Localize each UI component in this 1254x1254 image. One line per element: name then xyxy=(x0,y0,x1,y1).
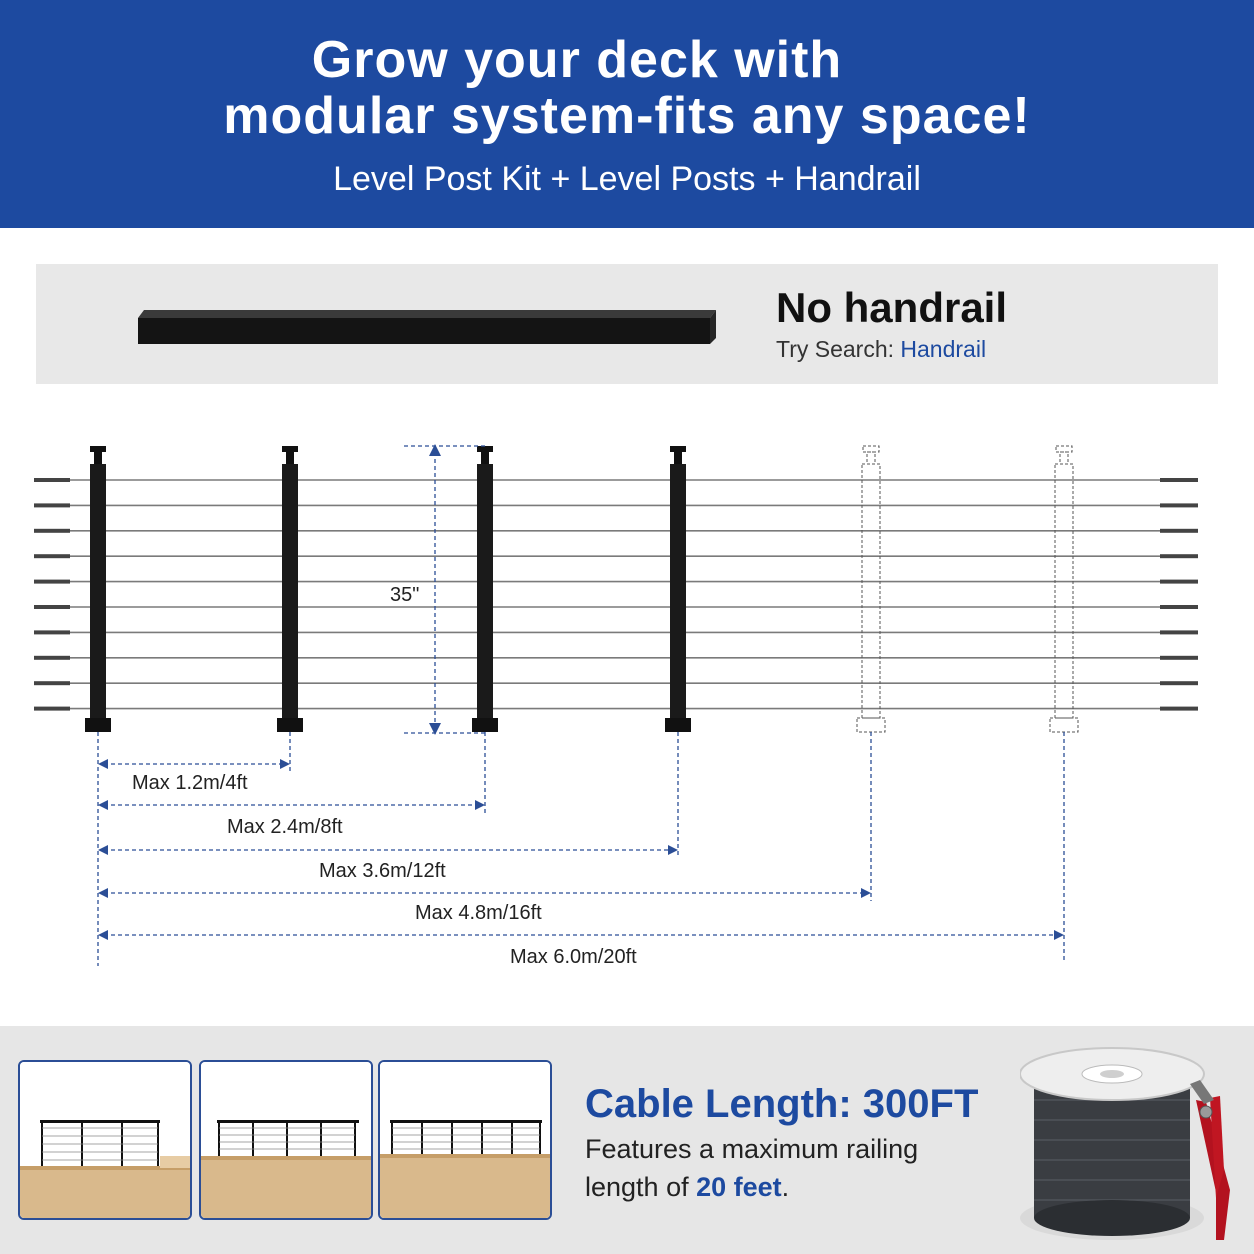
cable-tensioner-icon xyxy=(1160,580,1198,584)
headline-line-1: Grow your deck with xyxy=(311,31,843,89)
span-label-1: Max 1.2m/4ft xyxy=(132,772,248,794)
arrow-right-icon xyxy=(861,888,871,898)
deck-railing-thumbnail-icon xyxy=(201,1062,373,1220)
cable-post-icon xyxy=(665,446,691,732)
arrow-right-icon xyxy=(668,845,678,855)
headline-line-2: modular system-fits any space! xyxy=(223,87,1031,145)
railing-diagram xyxy=(0,430,1254,990)
arrow-left-icon xyxy=(98,845,108,855)
cable-length-title: Cable Length: 300FT xyxy=(585,1082,979,1126)
cable-tensioner-icon xyxy=(1160,681,1198,685)
handrail-bar-icon xyxy=(138,306,718,346)
deck-railing-thumbnail-icon xyxy=(20,1062,192,1220)
deck-thumbnail-3 xyxy=(378,1060,552,1220)
cable-tensioner-icon xyxy=(1160,478,1198,482)
header-banner xyxy=(0,0,1254,228)
arrow-left-icon xyxy=(98,759,108,769)
try-search-text xyxy=(776,336,986,363)
railing-diagram-svg xyxy=(0,430,1254,990)
cable-tensioner-icon xyxy=(1160,707,1198,711)
no-handrail-heading: No handrail xyxy=(776,284,1008,331)
cable-tensioner-icon xyxy=(34,554,70,558)
cable-spool-icon xyxy=(1020,1040,1240,1246)
cable-tensioner-icon xyxy=(1160,529,1198,533)
cable-post-icon xyxy=(85,446,111,732)
cable-tensioner-icon xyxy=(1160,656,1198,660)
arrow-left-icon xyxy=(98,800,108,810)
max-length-highlight: 20 feet xyxy=(696,1172,782,1202)
cable-post-icon xyxy=(277,446,303,732)
optional-post-outline-icon xyxy=(1050,446,1078,732)
handrail-panel xyxy=(36,264,1218,384)
cable-tensioner-icon xyxy=(1160,630,1198,634)
cable-post-icon xyxy=(472,446,498,732)
arrow-left-icon xyxy=(98,888,108,898)
span-label-5: Max 6.0m/20ft xyxy=(510,946,637,968)
cable-description-suffix: . xyxy=(781,1172,790,1202)
cable-description-line-1: Features a maximum railing xyxy=(585,1134,919,1164)
posts xyxy=(85,446,1078,732)
handrail-search-link[interactable]: Handrail xyxy=(900,336,987,362)
cable-tensioner-icon xyxy=(1160,605,1198,609)
headline-subtitle: Level Post Kit + Level Posts + Handrail xyxy=(333,160,921,198)
cable-tensioner-icon xyxy=(34,605,70,609)
cable-tensioner-icon xyxy=(34,630,70,634)
deck-railing-thumbnail-icon xyxy=(380,1062,552,1220)
cable-tensioner-icon xyxy=(34,529,70,533)
cable-lines xyxy=(34,478,1198,711)
span-label-2: Max 2.4m/8ft xyxy=(227,816,343,838)
cable-tensioner-icon xyxy=(34,478,70,482)
cable-tensioner-icon xyxy=(34,503,70,507)
arrow-right-icon xyxy=(475,800,485,810)
cable-description-prefix: length of xyxy=(585,1172,697,1202)
cable-tensioner-icon xyxy=(34,707,70,711)
height-label: 35" xyxy=(390,584,420,606)
cable-info-section xyxy=(0,1026,1254,1254)
cable-description-line-2 xyxy=(585,1168,918,1206)
deck-thumbnail-1 xyxy=(18,1060,192,1220)
cable-tensioner-icon xyxy=(34,580,70,584)
arrow-right-icon xyxy=(1054,930,1064,940)
dimension-lines xyxy=(98,444,1064,966)
arrow-left-icon xyxy=(98,930,108,940)
optional-post-outline-icon xyxy=(857,446,885,732)
span-label-4: Max 4.8m/16ft xyxy=(415,902,542,924)
try-search-prefix: Try Search: xyxy=(776,336,901,362)
deck-thumbnail-2 xyxy=(199,1060,373,1220)
cable-tensioner-icon xyxy=(34,656,70,660)
cable-description xyxy=(585,1130,918,1206)
cable-tensioner-icon xyxy=(1160,503,1198,507)
cable-tensioner-icon xyxy=(34,681,70,685)
span-label-3: Max 3.6m/12ft xyxy=(319,860,446,882)
arrow-right-icon xyxy=(280,759,290,769)
cable-tensioner-icon xyxy=(1160,554,1198,558)
